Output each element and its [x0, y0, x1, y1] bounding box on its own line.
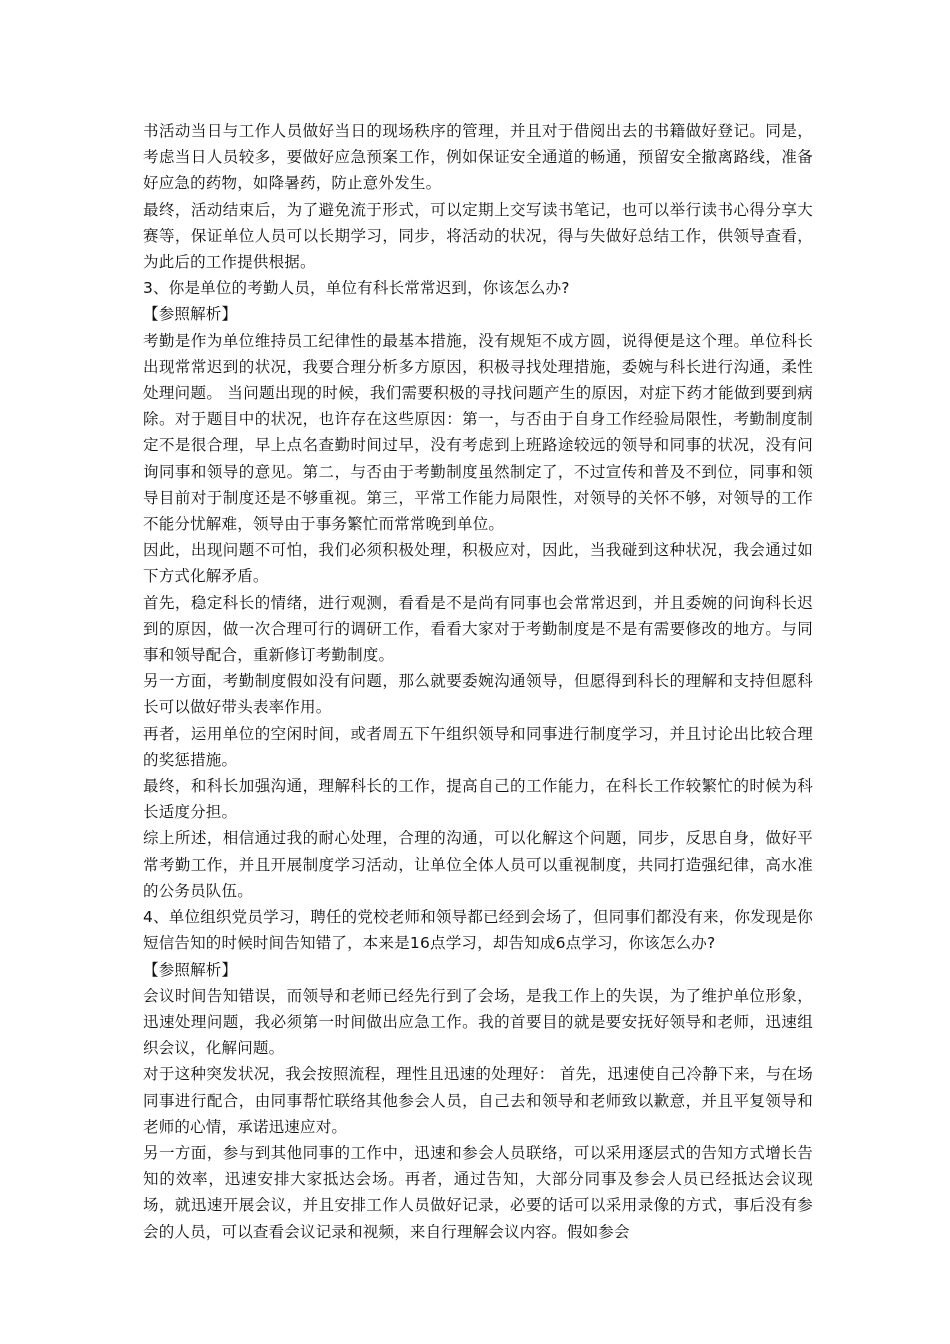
paragraph: 因此，出现问题不可怕，我们必须积极处理，积极应对，因此，当我碰到这种状况，我会通过如下方式化解矛盾。 — [143, 541, 813, 586]
paragraph: 考勤是作为单位维持员工纪律性的最基本措施，没有规矩不成方圆，说得便是这个理。单位科长出现常常迟到的状况，我要合理分析多方原因，积极寻找处理措施，委婉与科长进行沟通，柔性处理问题。 当问题出现的时候，我们需要积极的寻找问题产生的原因，对症下药才能做到要到病除。对于题目中的状况，也许存在这些原因：第一，与否由于自身工作经验局限性，考勤制度制定不是很合理，早上点名查勤时间过早，没有考虑到上班路途较远的领导和同事的状况，没有问询同事和领导的意见。第二，与否由于考勤制度虽然制定了，不过宣传和普及不到位，同事和领导目前对于制度还是不够重视。第三，平常工作能力局限性，对领导的关怀不够，对领导的工作不能分忧解难，领导由于事务繁忙而常常晚到单位。 — [143, 331, 813, 534]
paragraph: 首先，稳定科长的情绪，进行观测，看看是不是尚有同事也会常常迟到，并且委婉的问询科长迟到的原因，做一次合理可行的调研工作，看看大家对于考勤制度是不是有需要修改的地方。与同事和领导配合，重新修订考勤制度。 — [143, 593, 813, 665]
paragraph: 综上所述，相信通过我的耐心处理，合理的沟通，可以化解这个问题，同步，反思自身，做好平常考勤工作，并且开展制度学习活动，让单位全体人员可以重视制度，共同打造强纪律，高水准的公务员队伍。 — [143, 829, 813, 900]
analysis-label: 【参照解析】 — [143, 960, 238, 979]
paragraph: 另一方面，参与到其他同事的工作中，迅速和参会人员联络，可以采用逐层式的告知方式增长告知的效率，迅速安排大家抵达会场。再者，通过告知，大部分同事及参会人员已经抵达会议现场，就迅速开展会议，并且安排工作人员做好记录，必要的话可以采用录像的方式，事后没有参会的人员，可以查看会议记录和视频，来自行理解会议内容。假如参会 — [143, 1143, 813, 1241]
paragraph: 另一方面，考勤制度假如没有问题，那么就要委婉沟通领导，但愿得到科长的理解和支持但愿科长可以做好带头表率作用。 — [143, 672, 813, 717]
paragraph: 会议时间告知错误，而领导和老师已经先行到了会场，是我工作上的失误，为了维护单位形象，迅速处理问题，我必须第一时间做出应急工作。我的首要目的就是要安抚好领导和老师，迅速组织会议，化解问题。 — [143, 986, 813, 1058]
analysis-label: 【参照解析】 — [143, 305, 238, 324]
question-heading: 4、单位组织党员学习，聘任的党校老师和领导都已经到会场了，但同事们都没有来，你发现是你短信告知的时候时间告知错了，本来是16点学习，却告知成6点学习，你该怎么办? — [143, 908, 813, 953]
paragraph: 书活动当日与工作人员做好当日的现场秩序的管理，并且对于借阅出去的书籍做好登记。同是，考虑当日人员较多，要做好应急预案工作，例如保证安全通道的畅通，预留安全撤离路线，准备好应急的药物，如降暑药，防止意外发生。 — [143, 122, 813, 193]
paragraph: 最终，和科长加强沟通，理解科长的工作，提高自己的工作能力，在科长工作较繁忙的时候为科长适度分担。 — [143, 777, 813, 822]
document-body — [143, 118, 813, 1245]
paragraph: 再者，运用单位的空闲时间，或者周五下午组织领导和同事进行制度学习，并且讨论出比较合理的奖惩措施。 — [143, 724, 813, 769]
question-heading: 3、你是单位的考勤人员，单位有科长常常迟到，你该怎么办? — [143, 279, 570, 298]
paragraph: 对于这种突发状况，我会按照流程，理性且迅速的处理好： 首先，迅速使自己冷静下来，与在场同事进行配合，由同事帮忙联络其他参会人员，自己去和领导和老师致以歉意，并且平复领导和老师的心情，承诺迅速应对。 — [143, 1065, 813, 1136]
paragraph: 最终，活动结束后，为了避免流于形式，可以定期上交写读书笔记，也可以举行读书心得分享大赛等，保证单位人员可以长期学习，同步，将活动的状况，得与失做好总结工作，供领导查看，为此后的工作提供根据。 — [143, 200, 813, 272]
